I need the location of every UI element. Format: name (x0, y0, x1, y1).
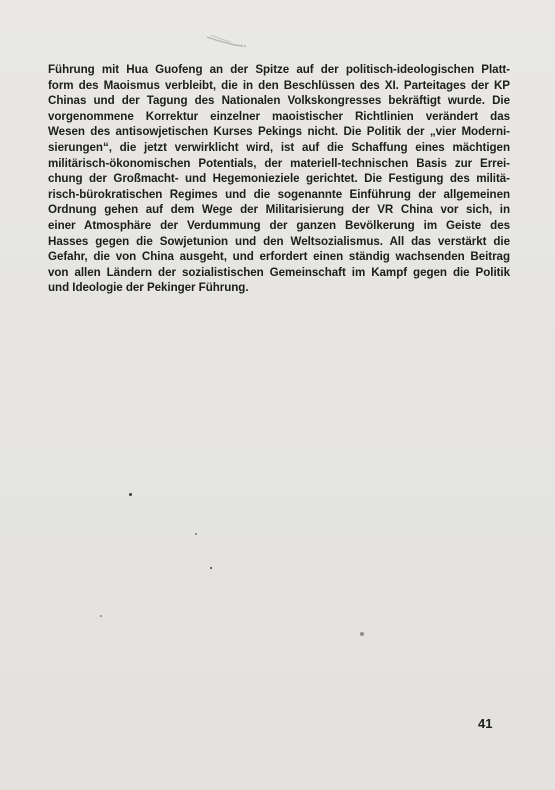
paper-speck (210, 567, 212, 569)
text-line: chung der Großmacht- und Hegemonieziele gerichtet. Die Festigung des militä- (48, 172, 510, 186)
text-line: Wesen des antisowjetischen Kurses Pekings nicht. Die Politik der „vier Moderni- (48, 125, 510, 139)
text-line: von allen Ländern der sozialistischen Gemeinschaft im Kampf gegen die Politik (48, 265, 510, 279)
body-paragraph (48, 62, 510, 296)
text-line: Ordnung gehen auf dem Wege der Militarisierung der VR China vor sich, in (48, 203, 510, 217)
text-line: form des Maoismus verbleibt, die in den Beschlüssen des XI. Parteitages der KP (48, 78, 510, 92)
text-line: Hasses gegen die Sowjetunion und den Weltsozialismus. All das verstärkt die (48, 234, 510, 248)
text-line: Führung mit Hua Guofeng an der Spitze auf der politisch-ideologischen Platt- (48, 63, 510, 76)
paper-speck (360, 632, 364, 636)
paper-speck (100, 615, 102, 617)
text-line: sierungen“, die jetzt verwirklicht wird, ist auf die Schaffung eines mächtigen (48, 140, 510, 154)
page-number: 41 (478, 716, 493, 731)
text-line: einer Atmosphäre der Verdummung der ganzen Bevölkerung im Geiste des (48, 218, 510, 232)
text-line: Gefahr, die von China ausgeht, und erfordert einen ständig wachsenden Beitrag (48, 250, 510, 264)
text-line: militärisch-ökonomischen Potentials, der materiell-technischen Basis zur Errei- (48, 156, 510, 170)
text-line: risch-bürokratischen Regimes und die sogenannte Einführung der allgemeinen (48, 187, 510, 201)
text-line: Chinas und der Tagung des Nationalen Volkskongresses bekräftigt wurde. Die (48, 94, 510, 108)
text-line: und Ideologie der Pekinger Führung. (48, 281, 249, 295)
paper-speck (129, 493, 132, 496)
paper-speck (195, 533, 197, 535)
ink-smudge-mark (205, 34, 247, 48)
text-line: vorgenommene Korrektur einzelner maoistischer Richtlinien verändert das (48, 109, 510, 123)
